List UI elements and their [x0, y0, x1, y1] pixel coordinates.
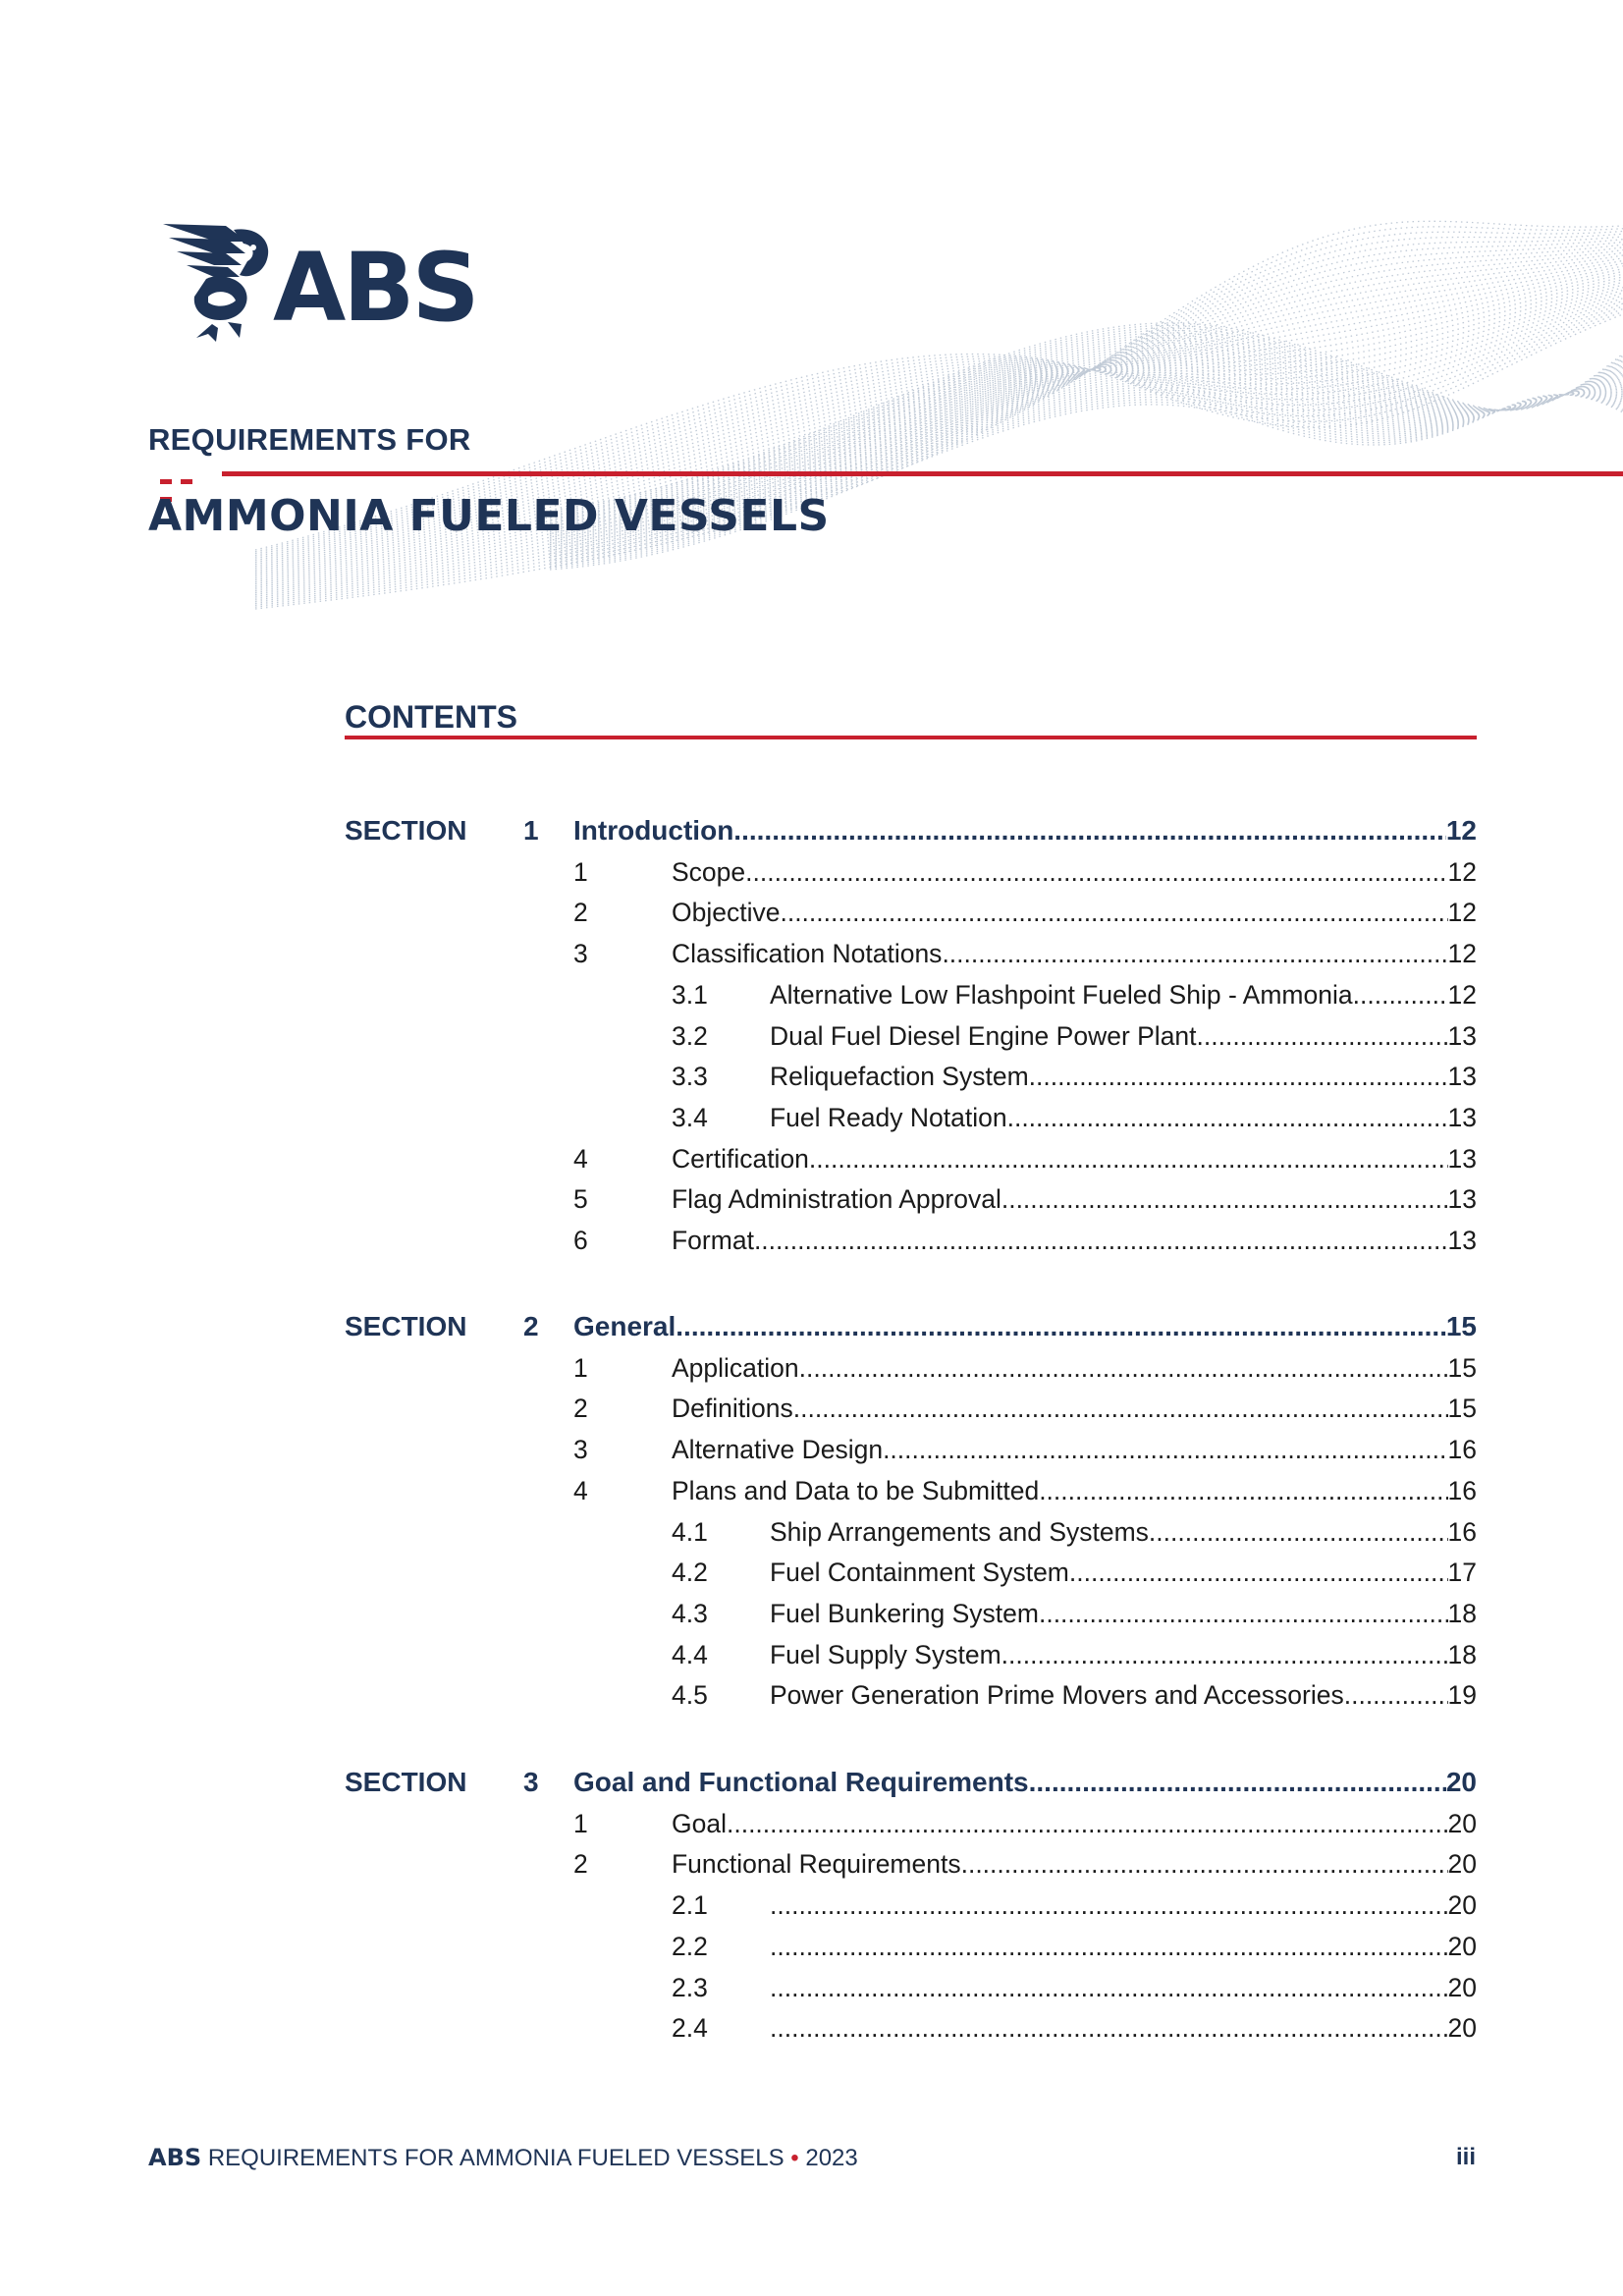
item-page: 13: [1447, 1226, 1477, 1255]
item-title: Alternative Design: [672, 1435, 884, 1464]
item-entry: [672, 893, 1477, 932]
item-page: 12: [1447, 898, 1477, 927]
dot-leader: [961, 1844, 1448, 1884]
item-title: Goal: [672, 1809, 727, 1838]
item-page: 13: [1447, 1144, 1477, 1174]
item-number: 1: [573, 1353, 588, 1383]
dot-leader: [1069, 1553, 1448, 1592]
contents-heading: CONTENTS: [345, 699, 517, 735]
item-page: 12: [1447, 980, 1477, 1010]
dot-leader: [780, 893, 1447, 932]
item-number: 3.3: [672, 1062, 708, 1091]
item-number: 6: [573, 1226, 588, 1255]
dot-leader: [676, 1307, 1446, 1346]
item-entry: [672, 1179, 1477, 1219]
item-page: 12: [1447, 857, 1477, 887]
item-page: 20: [1447, 1849, 1477, 1879]
item-entry: [672, 1389, 1477, 1428]
item-number: 4.4: [672, 1640, 708, 1669]
dot-leader: [770, 1927, 1448, 1966]
section-number: 3: [523, 1767, 539, 1797]
item-page: 16: [1447, 1517, 1477, 1547]
item-entry: [672, 1348, 1477, 1388]
item-entry: [770, 1512, 1477, 1552]
dot-leader: [770, 2008, 1448, 2048]
dot-leader: [770, 1886, 1448, 1925]
item-entry: [770, 1927, 1477, 1966]
item-title: Format: [672, 1226, 754, 1255]
item-number: 2: [573, 1394, 588, 1423]
item-page: 18: [1447, 1599, 1477, 1628]
item-entry: [672, 1430, 1477, 1469]
item-entry: [770, 1098, 1477, 1137]
item-number: 3.4: [672, 1103, 708, 1132]
item-page: 20: [1447, 1973, 1477, 2002]
item-title: Fuel Ready Notation: [770, 1103, 1007, 1132]
item-page: 13: [1447, 1184, 1477, 1214]
item-page: 15: [1447, 1394, 1477, 1423]
item-number: 2: [573, 1849, 588, 1879]
dot-leader: [883, 1430, 1447, 1469]
dot-leader: [942, 934, 1447, 973]
item-entry: [770, 1635, 1477, 1674]
item-number: 4.2: [672, 1558, 708, 1587]
item-page: 13: [1447, 1021, 1477, 1051]
item-page: 20: [1447, 1890, 1477, 1920]
item-title: Functional Requirements: [672, 1849, 961, 1879]
item-title: Fuel Supply System: [770, 1640, 1001, 1669]
section-label: SECTION: [345, 1767, 467, 1797]
item-title: Dual Fuel Diesel Engine Power Plant: [770, 1021, 1197, 1051]
section-entry: [573, 1763, 1477, 1802]
dot-leader: [1149, 1512, 1448, 1552]
item-title: Fuel Bunkering System: [770, 1599, 1039, 1628]
dot-leader: [727, 1804, 1448, 1843]
item-page: 17: [1447, 1558, 1477, 1587]
item-entry: [770, 1553, 1477, 1592]
item-title: Fuel Containment System: [770, 1558, 1069, 1587]
item-number: 4: [573, 1144, 588, 1174]
item-entry: [672, 1804, 1477, 1843]
dot-leader: [1039, 1471, 1447, 1510]
section-entry: [573, 1307, 1477, 1346]
item-number: 3: [573, 939, 588, 968]
item-entry: [770, 1886, 1477, 1925]
item-title: Ship Arrangements and Systems: [770, 1517, 1149, 1547]
section-page: 20: [1445, 1767, 1477, 1797]
item-title: Definitions: [672, 1394, 793, 1423]
dot-leader: [745, 852, 1447, 892]
item-number: 2: [573, 898, 588, 927]
item-entry: [672, 1471, 1477, 1510]
dot-leader: [1029, 1057, 1448, 1096]
dot-leader: [1039, 1594, 1448, 1633]
item-entry: [770, 975, 1477, 1014]
item-number: 3.2: [672, 1021, 708, 1051]
section-number: 1: [523, 815, 539, 846]
section-page: 12: [1445, 815, 1477, 846]
item-title: Power Generation Prime Movers and Accessories: [770, 1680, 1344, 1710]
dot-leader: [1001, 1179, 1448, 1219]
item-number: 4.1: [672, 1517, 708, 1547]
footer-brand: ABS: [148, 2144, 202, 2171]
section-title: Goal and Functional Requirements: [573, 1767, 1029, 1797]
item-page: 18: [1447, 1640, 1477, 1669]
item-title: Certification: [672, 1144, 809, 1174]
item-page: 16: [1447, 1476, 1477, 1505]
item-page: 13: [1447, 1062, 1477, 1091]
item-page: 20: [1447, 2013, 1477, 2043]
item-page: 16: [1447, 1435, 1477, 1464]
item-title: Classification Notations: [672, 939, 943, 968]
item-title: Reliquefaction System: [770, 1062, 1029, 1091]
item-number: 2.2: [672, 1932, 708, 1961]
item-number: 1: [573, 857, 588, 887]
item-entry: [770, 2008, 1477, 2048]
item-number: 4.5: [672, 1680, 708, 1710]
footer: [148, 2144, 858, 2172]
item-page: 15: [1447, 1353, 1477, 1383]
item-entry: [672, 1221, 1477, 1260]
section-page: 15: [1445, 1311, 1477, 1341]
item-number: 4: [573, 1476, 588, 1505]
item-page: 13: [1447, 1103, 1477, 1132]
item-entry: [672, 1139, 1477, 1178]
dot-leader: [770, 1968, 1448, 2007]
item-entry: [770, 1675, 1477, 1715]
section-label: SECTION: [345, 815, 467, 846]
item-title: Application: [672, 1353, 799, 1383]
section-title: Introduction: [573, 815, 734, 846]
item-entry: [672, 852, 1477, 892]
section-label: SECTION: [345, 1311, 467, 1341]
dot-leader: [793, 1389, 1448, 1428]
item-title: Alternative Low Flashpoint Fueled Ship - Ammonia: [770, 980, 1353, 1010]
document-pre-title: REQUIREMENTS FOR: [148, 422, 471, 457]
dot-leader: [1029, 1763, 1446, 1802]
item-number: 3: [573, 1435, 588, 1464]
document-title: AMMONIA FUELED VESSELS: [148, 491, 830, 541]
dot-leader: [809, 1139, 1448, 1178]
item-page: 20: [1447, 1809, 1477, 1838]
dot-leader: [733, 811, 1446, 850]
dot-leader: [1353, 975, 1448, 1014]
item-page: 12: [1447, 939, 1477, 968]
footer-page-number: iii: [1456, 2144, 1477, 2170]
item-number: 4.3: [672, 1599, 708, 1628]
item-number: 1: [573, 1809, 588, 1838]
item-number: 2.1: [672, 1890, 708, 1920]
logo-wordmark: ABS: [273, 233, 477, 343]
item-page: 19: [1447, 1680, 1477, 1710]
dot-leader: [1001, 1635, 1448, 1674]
item-number: 2.3: [672, 1973, 708, 2002]
item-entry: [672, 1844, 1477, 1884]
item-number: 5: [573, 1184, 588, 1214]
item-entry: [770, 1057, 1477, 1096]
item-entry: [770, 1968, 1477, 2007]
item-page: 20: [1447, 1932, 1477, 1961]
dot-leader: [1007, 1098, 1448, 1137]
item-entry: [770, 1594, 1477, 1633]
item-number: 2.4: [672, 2013, 708, 2043]
item-title: Objective: [672, 898, 781, 927]
dot-leader: [799, 1348, 1448, 1388]
dot-leader: [1197, 1016, 1448, 1056]
section-number: 2: [523, 1311, 539, 1341]
item-title: Plans and Data to be Submitted: [672, 1476, 1040, 1505]
item-entry: [770, 1016, 1477, 1056]
dot-leader: [1344, 1675, 1448, 1715]
footer-separator: •: [790, 2145, 799, 2171]
footer-year: 2023: [805, 2145, 858, 2171]
section-title: General: [573, 1311, 676, 1341]
item-title: Scope: [672, 857, 746, 887]
section-entry: [573, 811, 1477, 850]
item-title: Flag Administration Approval: [672, 1184, 1001, 1214]
footer-text: REQUIREMENTS FOR AMMONIA FUELED VESSELS: [207, 2145, 784, 2171]
dot-leader: [754, 1221, 1448, 1260]
item-number: 3.1: [672, 980, 708, 1010]
item-entry: [672, 934, 1477, 973]
